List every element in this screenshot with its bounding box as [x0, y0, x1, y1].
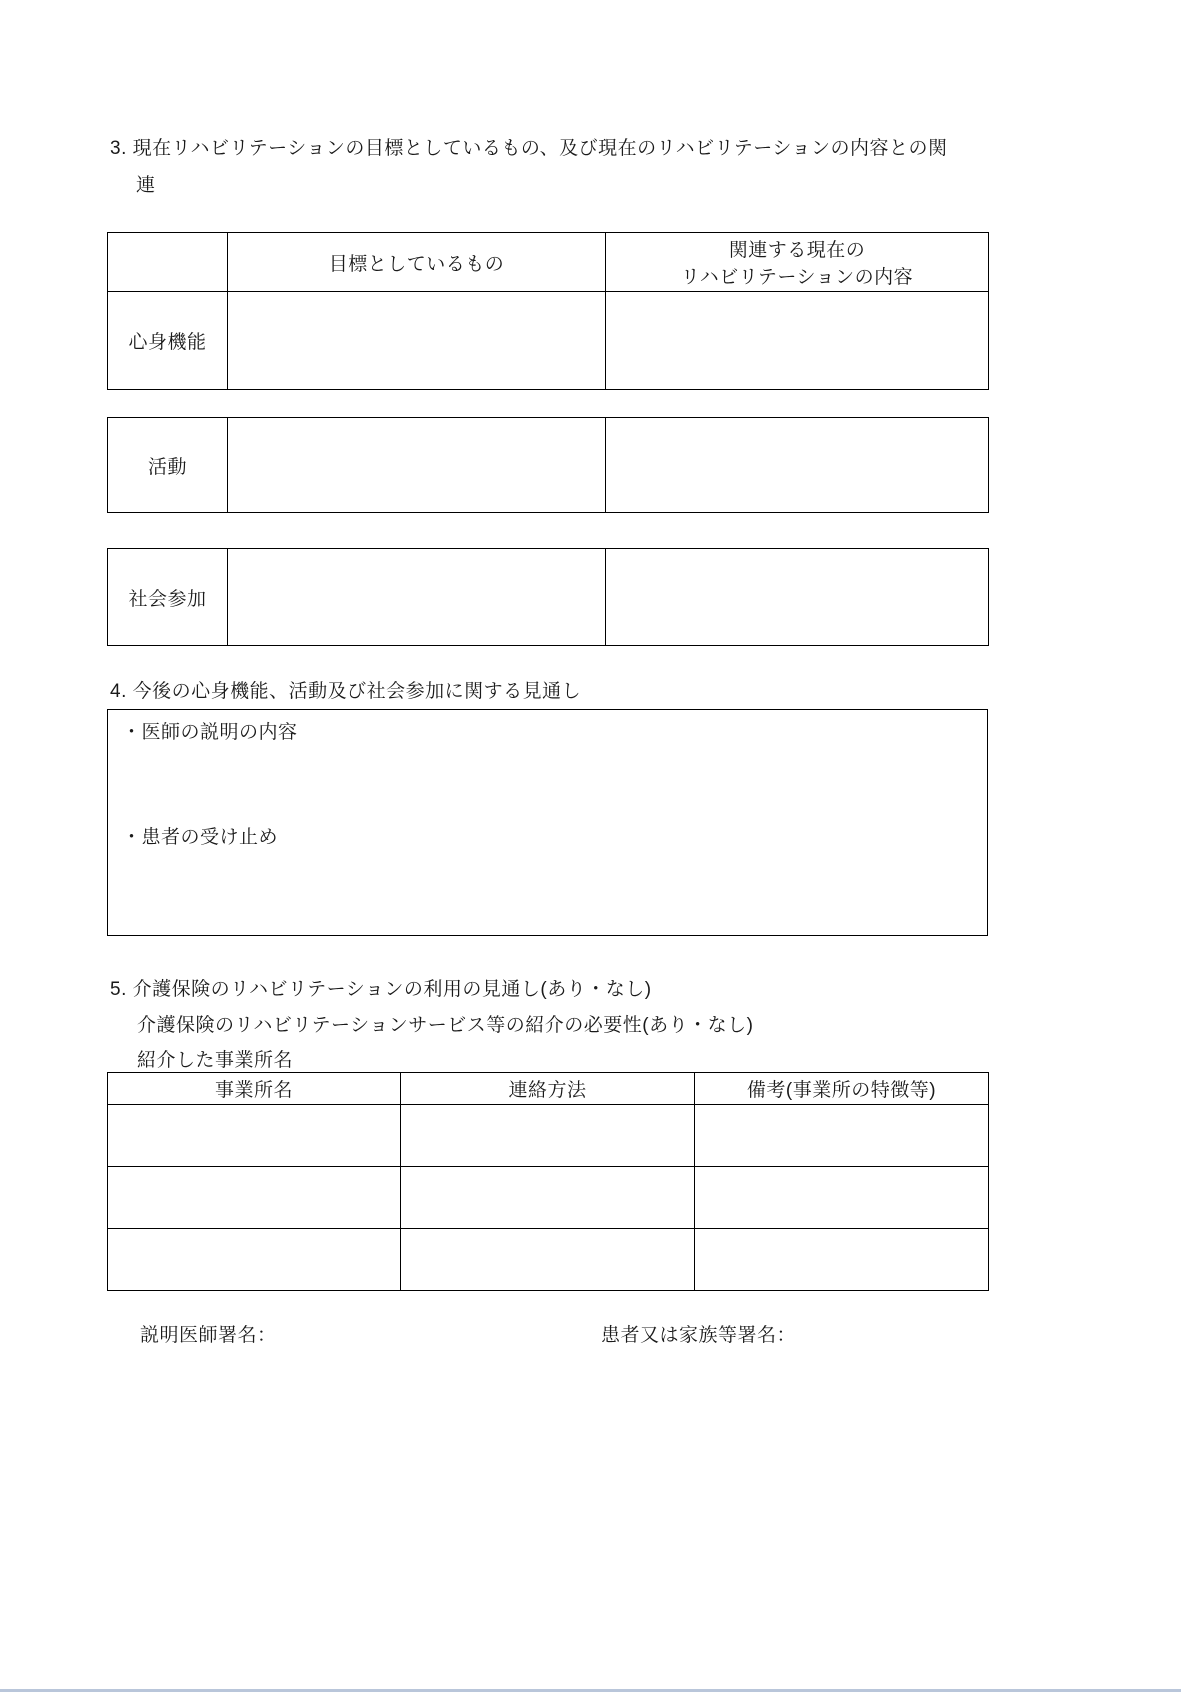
contact-method-cell-2[interactable] — [401, 1167, 695, 1229]
related-header-line2: リハビリテーションの内容 — [680, 267, 914, 288]
section5-heading: 5. 介護保険のリハビリテーションの利用の見通し(あり・なし) — [110, 979, 652, 1000]
shakai-related-cell[interactable] — [606, 549, 989, 646]
remarks-cell-3[interactable] — [695, 1229, 989, 1291]
doctor-signature-label: 説明医師署名： — [140, 1325, 277, 1346]
contact-method-cell-1[interactable] — [401, 1105, 695, 1167]
shinshin-goal-cell[interactable] — [228, 292, 606, 390]
patient-signature-label: 患者又は家族等署名： — [601, 1325, 797, 1346]
remarks-cell-2[interactable] — [695, 1167, 989, 1229]
section3-table-shinshin — [107, 232, 989, 390]
office-name-cell-1[interactable] — [108, 1105, 401, 1167]
page-bottom-divider — [0, 1689, 1181, 1692]
related-column-header — [606, 233, 989, 292]
section3-heading-line1: 3. 現在リハビリテーションの目標としているもの、及び現在のリハビリテーションの内容との関 — [110, 138, 948, 159]
section3-table-shakai-sanka — [107, 548, 989, 646]
related-header-line1: 関連する現在の — [728, 240, 866, 261]
remarks-header: 備考(事業所の特徴等) — [695, 1073, 989, 1105]
goal-column-header: 目標としているもの — [228, 233, 606, 292]
row-label-katsudo: 活動 — [108, 418, 228, 513]
row-label-shakai-sanka: 社会参加 — [108, 549, 228, 646]
patient-acceptance-label: ・患者の受け止め — [122, 827, 279, 848]
section4-outlook-box[interactable] — [107, 709, 988, 936]
section4-heading: 4. 今後の心身機能、活動及び社会参加に関する見通し — [110, 681, 582, 702]
row-label-shinshin-kinou: 心身機能 — [108, 292, 228, 390]
corner-blank-cell — [108, 233, 228, 292]
section3-table-katsudo — [107, 417, 989, 513]
section5-office-table — [107, 1072, 989, 1291]
remarks-cell-1[interactable] — [695, 1105, 989, 1167]
katsudo-related-cell[interactable] — [606, 418, 989, 513]
office-name-header: 事業所名 — [108, 1073, 401, 1105]
shinshin-related-cell[interactable] — [606, 292, 989, 390]
contact-method-header: 連絡方法 — [401, 1073, 695, 1105]
section5-introduced-office-line: 紹介した事業所名 — [137, 1050, 294, 1071]
shakai-goal-cell[interactable] — [228, 549, 606, 646]
office-name-cell-2[interactable] — [108, 1167, 401, 1229]
katsudo-goal-cell[interactable] — [228, 418, 606, 513]
section5-necessity-line: 介護保険のリハビリテーションサービス等の紹介の必要性(あり・なし) — [137, 1015, 754, 1036]
office-name-cell-3[interactable] — [108, 1229, 401, 1291]
contact-method-cell-3[interactable] — [401, 1229, 695, 1291]
section3-heading-line2: 連 — [136, 175, 156, 196]
doctor-explanation-label: ・医師の説明の内容 — [122, 722, 298, 743]
